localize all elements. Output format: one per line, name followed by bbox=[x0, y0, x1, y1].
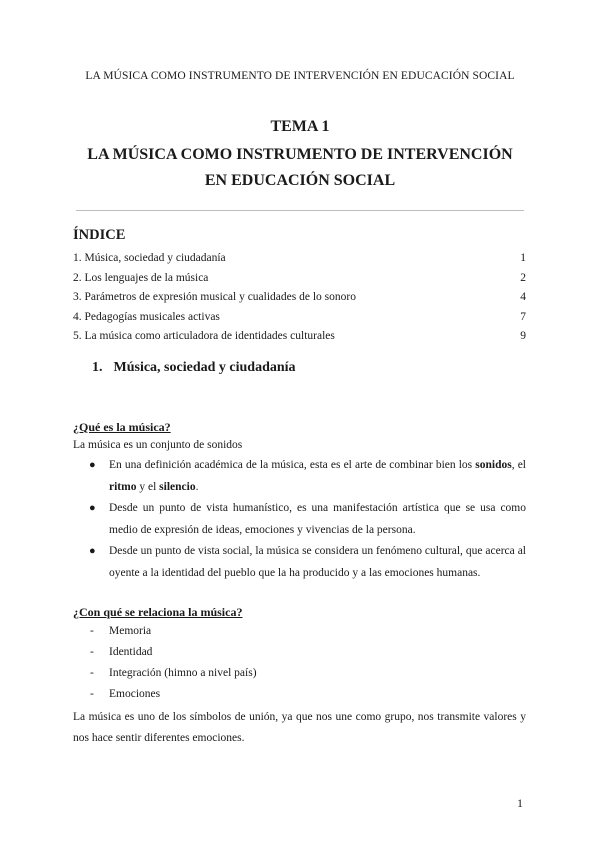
list-item-text: Memoria bbox=[109, 625, 152, 637]
list-item bbox=[73, 455, 526, 498]
bold-term-sonidos: sonidos bbox=[475, 459, 512, 471]
question-heading: ¿Qué es la música? bbox=[73, 420, 171, 434]
toc-entry[interactable] bbox=[73, 272, 526, 292]
toc-entry-page: 2 bbox=[520, 271, 526, 284]
toc-entry-label: 2. Los lenguajes de la música bbox=[73, 271, 209, 284]
text-run: , el bbox=[511, 459, 526, 471]
list-item-text: Desde un punto de vista social, la música se considera un fenómeno cultural, que acerca al oyente a la identidad del pueblo que la ha producido y a las emociones humanas. bbox=[109, 545, 526, 579]
list-item-text: Desde un punto de vista humanístico, es una manifestación artística que se usa como medio de expresión de ideas, emociones y vivencias de la persona. bbox=[109, 502, 526, 536]
toc-entry-page: 9 bbox=[520, 330, 526, 342]
page-number: 1 bbox=[517, 796, 523, 810]
text-run: y el bbox=[136, 480, 160, 493]
toc-entry[interactable] bbox=[73, 252, 526, 272]
bullet-icon: ● bbox=[89, 502, 96, 514]
list-item bbox=[73, 663, 526, 684]
index-heading: ÍNDICE bbox=[73, 227, 126, 243]
bullet-icon: ● bbox=[89, 459, 96, 471]
list-item-text: Integración (himno a nivel país) bbox=[109, 667, 257, 679]
topic-number: TEMA 1 bbox=[270, 118, 330, 135]
dash-icon: - bbox=[90, 646, 94, 658]
list-item-text: Identidad bbox=[109, 646, 153, 658]
definition-list bbox=[73, 455, 526, 584]
question-heading: ¿Con qué se relaciona la música? bbox=[73, 605, 243, 619]
question-intro: La música es un conjunto de sonidos bbox=[73, 439, 243, 451]
dash-icon: - bbox=[90, 667, 94, 679]
dash-icon: - bbox=[90, 688, 94, 700]
closing-paragraph: La música es uno de los símbolos de unión, ya que nos une como grupo, nos transmite valores y nos hace sentir diferentes emociones. bbox=[73, 711, 526, 744]
title-divider bbox=[76, 210, 524, 211]
topic-title-line-1: LA MÚSICA COMO INSTRUMENTO DE INTERVENCIÓN bbox=[87, 146, 513, 163]
list-item bbox=[73, 642, 526, 663]
toc-entry[interactable] bbox=[73, 330, 526, 350]
running-header: LA MÚSICA COMO INSTRUMENTO DE INTERVENCIÓN EN EDUCACIÓN SOCIAL bbox=[85, 70, 515, 82]
toc-entry[interactable] bbox=[73, 291, 526, 311]
table-of-contents bbox=[73, 252, 526, 350]
list-item-text: Emociones bbox=[109, 688, 161, 700]
toc-entry-label: 3. Parámetros de expresión musical y cualidades de lo sonoro bbox=[73, 291, 356, 303]
bold-term-ritmo: ritmo bbox=[109, 480, 137, 493]
dash-icon: - bbox=[90, 625, 94, 637]
toc-entry-page: 1 bbox=[520, 252, 526, 264]
toc-entry-page: 7 bbox=[520, 310, 526, 323]
list-item bbox=[73, 621, 526, 642]
bullet-icon: ● bbox=[89, 545, 96, 557]
title-block bbox=[0, 114, 600, 194]
bold-term-silencio: silencio bbox=[159, 480, 196, 493]
toc-entry[interactable] bbox=[73, 311, 526, 331]
list-item bbox=[73, 498, 526, 541]
text-run: . bbox=[195, 480, 199, 493]
list-item bbox=[73, 541, 526, 584]
relation-list bbox=[73, 621, 526, 705]
toc-entry-label: 4. Pedagogías musicales activas bbox=[73, 310, 220, 323]
topic-title-line-2: EN EDUCACIÓN SOCIAL bbox=[204, 172, 396, 189]
section-title: Música, sociedad y ciudadanía bbox=[113, 360, 296, 375]
section-content bbox=[73, 418, 526, 749]
toc-entry-label: 5. La música como articuladora de identidades culturales bbox=[73, 330, 335, 342]
section-number: 1. bbox=[92, 360, 103, 375]
toc-entry-label: 1. Música, sociedad y ciudadanía bbox=[73, 252, 226, 264]
list-item bbox=[73, 684, 526, 705]
section-heading bbox=[92, 360, 296, 376]
toc-entry-page: 4 bbox=[520, 291, 526, 303]
text-run: En una definición académica de la música, esta es el arte de combinar bien los bbox=[109, 459, 476, 471]
list-item-text bbox=[109, 455, 526, 498]
